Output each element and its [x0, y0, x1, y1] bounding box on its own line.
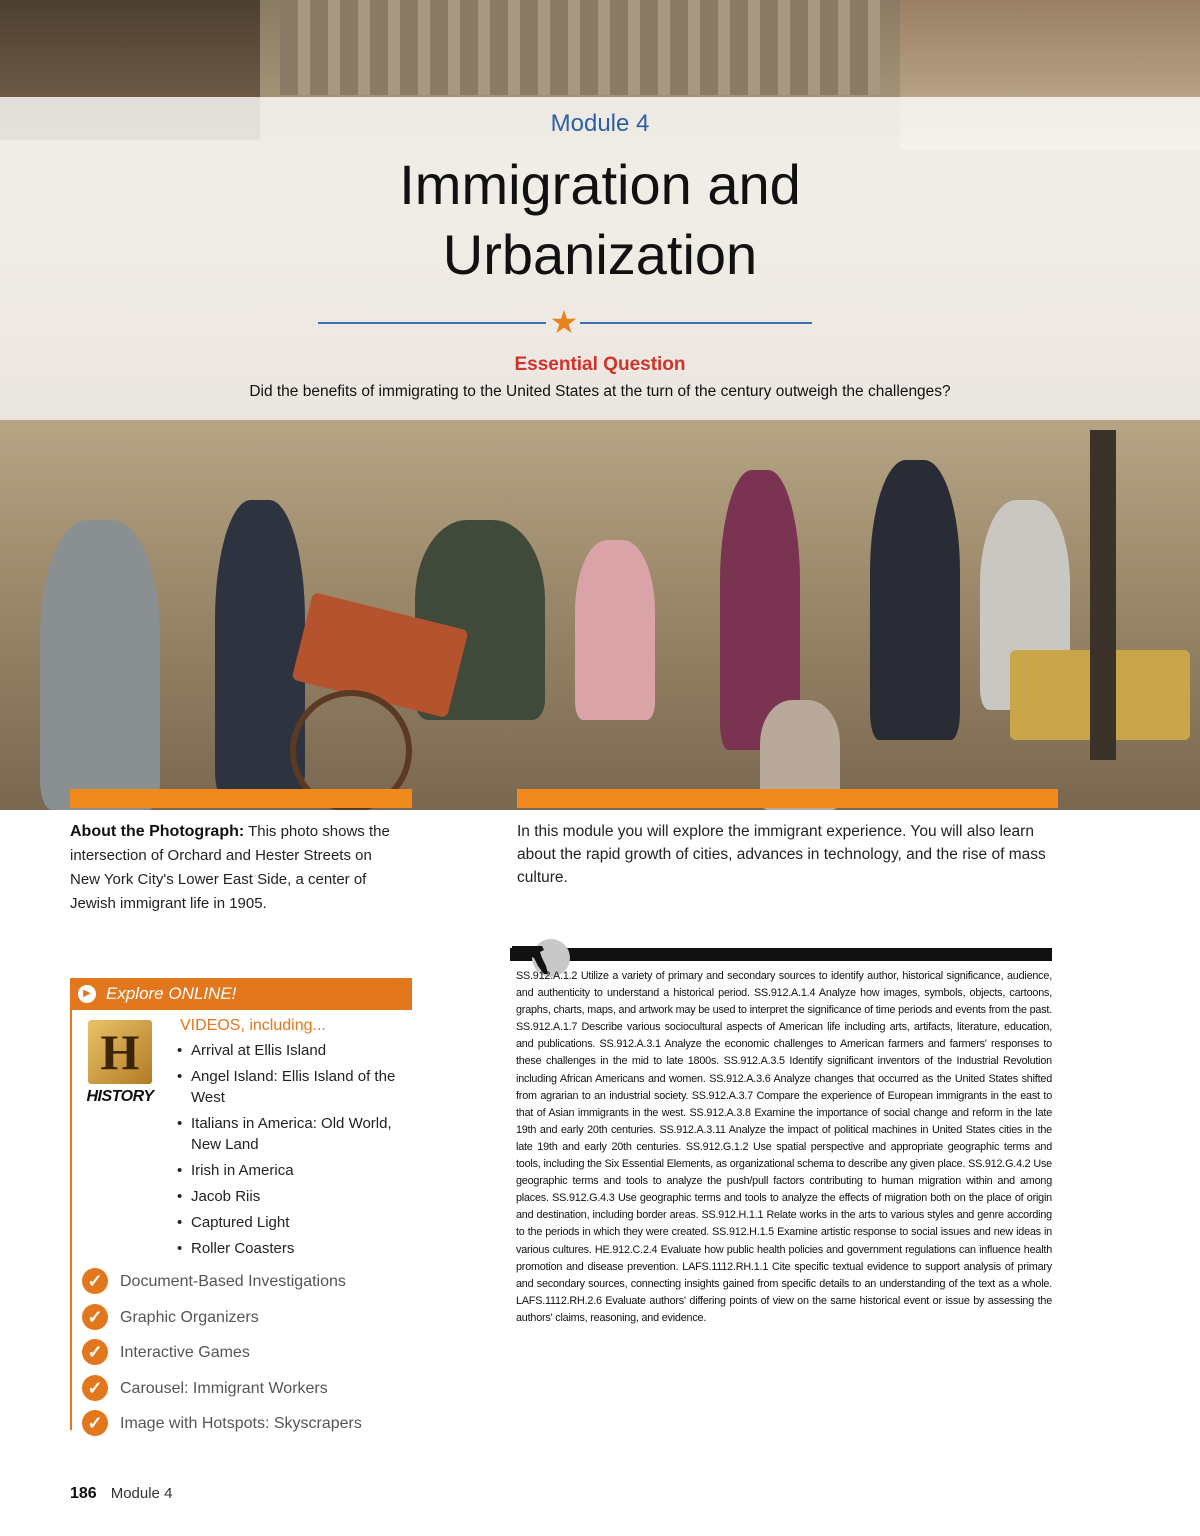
video-item[interactable]: • Jacob Riis — [177, 1188, 261, 1205]
video-list — [175, 1040, 415, 1264]
about-photograph — [70, 820, 400, 916]
title-line-1: Immigration and — [399, 153, 801, 216]
page-number: 186 — [70, 1485, 97, 1502]
essential-question-label: Essential Question — [514, 354, 686, 375]
essential-question-text: Did the benefits of immigrating to the United States at the turn of the century outweigh the challenges? — [249, 383, 951, 400]
video-item[interactable]: • Italians in America: Old World, New Land — [177, 1115, 392, 1153]
explore-online-header[interactable] — [70, 978, 412, 1010]
checkmark-icon: ✓ — [82, 1268, 108, 1294]
photo-building-center — [280, 0, 880, 95]
resource-item[interactable]: ✓ Graphic Organizers — [80, 1306, 362, 1342]
checkmark-icon: ✓ — [82, 1339, 108, 1365]
intro-bar — [517, 789, 1058, 808]
play-icon: ▶ — [78, 985, 96, 1003]
bullet-icon: • — [177, 1068, 183, 1085]
checkmark-icon: ✓ — [82, 1410, 108, 1436]
about-bar — [70, 789, 412, 808]
video-item[interactable]: • Captured Light — [177, 1214, 290, 1231]
bullet-icon: • — [177, 1115, 183, 1132]
photo-lamp-pole — [1090, 430, 1116, 760]
video-item[interactable]: • Roller Coasters — [177, 1240, 295, 1257]
bullet-icon: • — [177, 1240, 183, 1257]
photo-figure — [870, 460, 960, 740]
module-intro: In this module you will explore the immigrant experience. You will also learn about the rapid growth of cities, advances in technology, and the rise of mass culture. — [517, 823, 1046, 886]
resource-item[interactable]: ✓ Interactive Games — [80, 1341, 362, 1377]
resource-item[interactable]: ✓ Carousel: Immigrant Workers — [80, 1377, 362, 1413]
resource-item[interactable]: ✓ Document-Based Investigations — [80, 1270, 362, 1306]
history-logo — [74, 1020, 166, 1112]
checkmark-icon: ✓ — [82, 1304, 108, 1330]
video-item[interactable]: • Angel Island: Ellis Island of the West — [177, 1068, 396, 1106]
title-divider-left — [318, 322, 546, 324]
footer-module: Module 4 — [110, 1485, 173, 1502]
history-h-icon: H — [88, 1020, 152, 1084]
bullet-icon: • — [177, 1188, 183, 1205]
photo-figure — [40, 520, 160, 810]
star-icon: ★ — [549, 304, 579, 340]
bullet-icon: • — [177, 1042, 183, 1059]
checkmark-icon: ✓ — [82, 1375, 108, 1401]
video-item[interactable]: • Irish in America — [177, 1162, 294, 1179]
photo-figure — [575, 540, 655, 720]
resource-item[interactable]: ✓ Image with Hotspots: Skyscrapers — [80, 1412, 362, 1448]
about-lead: About the Photograph: — [70, 823, 245, 840]
bullet-icon: • — [177, 1162, 183, 1179]
title-divider-right — [580, 322, 812, 324]
module-label: Module 4 — [550, 110, 650, 137]
explore-online-rule — [70, 1010, 72, 1430]
standards-bar — [510, 948, 1052, 961]
page-title — [0, 150, 1200, 290]
about-text: This photo shows the intersection of Orchard and Hester Streets on New York City's Lower East Side, a center of Jewish immigrant life in 1905. — [70, 823, 390, 912]
bullet-icon: • — [177, 1214, 183, 1231]
videos-label: VIDEOS, including... — [180, 1017, 326, 1034]
title-line-2: Urbanization — [442, 223, 758, 286]
video-item[interactable]: • Arrival at Ellis Island — [177, 1042, 327, 1059]
online-resources-list — [80, 1270, 362, 1448]
history-logo-text: HISTORY — [86, 1088, 154, 1105]
explore-online-title: Explore ONLINE! — [106, 984, 237, 1003]
standards-text: SS.912.A.1.2 Utilize a variety of primary and secondary sources to identify author, historical significance, audience, and authenticity to understand a historical period. SS.912.A.1.4 Analyze how images, symbols, objects, cartoons, graphs, charts, maps, and artwork may be used to interpret the significance of time periods and events from the past. SS.912.A.1.7 Describe various sociocultural aspects of American life including arts, artifacts, literature, education, and publications. SS.912.A.3.1 Analyze the economic challenges to American farmers and farmers' responses to these challenges in the mid to late 1800s. SS.912.A.3.5 Identify significant inventors of the Industrial Revolution including African Americans and women. SS.912.A.3.6 Analyze changes that occurred as the United States shifted from agrarian to an industrial society. SS.912.A.3.7 Compare the experience of European immigrants in the east to that of Asian immigrants in the west. SS.912.A.3.8 Examine the importance of social change and reform in the late 19th and early 20th centuries. SS.912.A.3.11 Analyze the impact of political machines in United States cities in the late 19th and early 20th centuries. SS.912.G.1.2 Use spatial perspective and appropriate geographic terms and tools, including the Six Essential Elements, as organizational schema to describe any given place. SS.912.G.4.2 Use geographic terms and tools to analyze the push/pull factors contributing to human migration within and among places. SS.912.G.4.3 Use geographic terms and tools to analyze the effects of migration both on the place of origin and destination, including border areas. SS.912.H.1.1 Relate works in the arts to various styles and genre according to the periods in which they were created. SS.912.H.1.5 Examine artistic response to social issues and new ideas in various cultures. HE.912.C.2.4 Evaluate how public health policies and government regulations can influence health promotion and disease prevention. LAFS.1112.RH.1.1 Cite specific textual evidence to support analysis of primary and secondary sources, connecting insights gained from specific details to an understanding of the text as a whole. LAFS.1112.RH.2.6 Evaluate authors' differing points of view on the same historical event or issue by assessing the authors' claims, reasoning, and evidence. — [516, 970, 1052, 1324]
page-footer — [70, 1485, 172, 1503]
